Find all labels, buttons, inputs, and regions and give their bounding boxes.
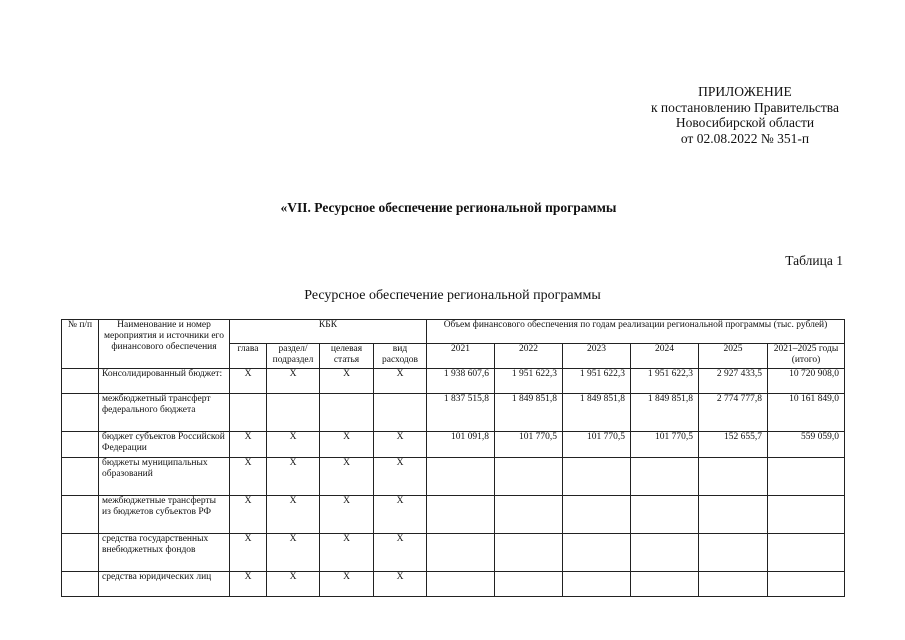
funding-value-cell: 1 951 622,3	[495, 369, 563, 394]
kbk-cell: X	[230, 432, 267, 458]
header-year-col: 2022	[495, 344, 563, 369]
funding-value-cell	[427, 458, 495, 496]
appendix-block	[651, 84, 839, 146]
appendix-title: ПРИЛОЖЕНИЕ	[698, 84, 792, 99]
funding-value-cell: 101 770,5	[631, 432, 699, 458]
kbk-cell: X	[267, 572, 320, 597]
kbk-cell: X	[230, 534, 267, 572]
funding-value-cell	[631, 496, 699, 534]
row-source-name: межбюджетные трансферты из бюджетов субъектов РФ	[99, 496, 230, 534]
funding-value-cell: 10 720 908,0	[768, 369, 845, 394]
funding-value-cell: 559 059,0	[768, 432, 845, 458]
table-row	[62, 572, 845, 597]
kbk-cell: X	[374, 572, 427, 597]
funding-value-cell	[631, 458, 699, 496]
funding-value-cell: 10 161 849,0	[768, 394, 845, 432]
header-year-col: 2021	[427, 344, 495, 369]
row-number-cell	[62, 394, 99, 432]
row-source-name: средства государственных внебюджетных фондов	[99, 534, 230, 572]
section-title-text: «VII. Ресурсное обеспечение региональной программы	[280, 200, 617, 215]
kbk-cell: X	[320, 572, 374, 597]
kbk-cell: X	[374, 534, 427, 572]
kbk-cell: X	[230, 496, 267, 534]
header-volume: Объем финансового обеспечения по годам реализации региональной программы (тыс. рублей)	[427, 320, 845, 344]
funding-value-cell	[699, 496, 768, 534]
appendix-region: Новосибирской области	[675, 115, 815, 130]
funding-value-cell	[495, 572, 563, 597]
row-number-cell	[62, 534, 99, 572]
table-row	[62, 432, 845, 458]
header-kbk-col: вид расходов	[374, 344, 427, 369]
row-source-name: Консолидированный бюджет:	[99, 369, 230, 394]
kbk-cell: X	[267, 432, 320, 458]
header-kbk-col: целевая статья	[320, 344, 374, 369]
funding-value-cell	[699, 572, 768, 597]
funding-value-cell: 1 951 622,3	[631, 369, 699, 394]
funding-value-cell	[495, 458, 563, 496]
funding-value-cell	[495, 534, 563, 572]
funding-value-cell	[631, 534, 699, 572]
table-number-label: Таблица 1	[785, 253, 843, 268]
funding-value-cell: 101 091,8	[427, 432, 495, 458]
funding-value-cell: 1 951 622,3	[563, 369, 631, 394]
header-number: № п/п	[62, 320, 99, 369]
kbk-cell: X	[320, 432, 374, 458]
funding-value-cell: 1 938 607,6	[427, 369, 495, 394]
funding-value-cell	[631, 572, 699, 597]
funding-value-cell: 101 770,5	[563, 432, 631, 458]
funding-value-cell: 152 655,7	[699, 432, 768, 458]
table-row	[62, 369, 845, 394]
kbk-cell: X	[230, 572, 267, 597]
appendix-resolution: к постановлению Правительства	[650, 99, 839, 115]
funding-value-cell	[699, 534, 768, 572]
header-kbk-col: глава	[230, 344, 267, 369]
row-number-cell	[62, 369, 99, 394]
funding-value-cell: 101 770,5	[495, 432, 563, 458]
kbk-cell: X	[320, 534, 374, 572]
header-kbk-col: раздел/ подраздел	[267, 344, 320, 369]
funding-value-cell	[563, 572, 631, 597]
kbk-cell: X	[267, 458, 320, 496]
kbk-cell: X	[374, 458, 427, 496]
table-row	[62, 496, 845, 534]
table-row	[62, 458, 845, 496]
funding-value-cell	[427, 572, 495, 597]
kbk-cell	[374, 394, 427, 432]
funding-value-cell	[768, 572, 845, 597]
kbk-cell: X	[374, 496, 427, 534]
funding-value-cell: 1 837 515,8	[427, 394, 495, 432]
kbk-cell: X	[374, 369, 427, 394]
kbk-cell	[320, 394, 374, 432]
row-number-cell	[62, 572, 99, 597]
kbk-cell: X	[267, 496, 320, 534]
funding-value-cell	[563, 458, 631, 496]
funding-value-cell	[427, 534, 495, 572]
section-heading	[0, 200, 905, 216]
header-year-col: 2023	[563, 344, 631, 369]
kbk-cell: X	[320, 496, 374, 534]
funding-value-cell	[699, 458, 768, 496]
funding-value-cell	[768, 496, 845, 534]
kbk-cell: X	[267, 534, 320, 572]
funding-value-cell	[768, 458, 845, 496]
funding-value-cell	[427, 496, 495, 534]
header-name: Наименование и номер мероприятия и источники его финансового обеспечения	[99, 320, 230, 369]
funding-value-cell	[768, 534, 845, 572]
row-source-name: межбюджетный трансферт федерального бюджета	[99, 394, 230, 432]
kbk-cell: X	[320, 458, 374, 496]
header-year-col: 2024	[631, 344, 699, 369]
row-number-cell	[62, 496, 99, 534]
row-source-name: бюджет субъектов Российской Федерации	[99, 432, 230, 458]
funding-value-cell	[563, 496, 631, 534]
kbk-cell: X	[230, 369, 267, 394]
funding-value-cell: 1 849 851,8	[563, 394, 631, 432]
kbk-cell: X	[230, 458, 267, 496]
row-number-cell	[62, 432, 99, 458]
kbk-cell	[267, 394, 320, 432]
header-kbk: КБК	[230, 320, 427, 344]
funding-value-cell: 2 774 777,8	[699, 394, 768, 432]
appendix-date-number: от 02.08.2022 № 351-п	[680, 130, 810, 146]
table-caption: Ресурсное обеспечение региональной программы	[304, 288, 601, 303]
table-body	[62, 369, 845, 597]
funding-value-cell: 2 927 433,5	[699, 369, 768, 394]
table-row	[62, 534, 845, 572]
funding-value-cell: 1 849 851,8	[631, 394, 699, 432]
kbk-cell: X	[267, 369, 320, 394]
funding-value-cell	[563, 534, 631, 572]
resource-table	[61, 319, 845, 597]
row-source-name: бюджеты муниципальных образований	[99, 458, 230, 496]
row-source-name: средства юридических лиц	[99, 572, 230, 597]
kbk-cell: X	[374, 432, 427, 458]
row-number-cell	[62, 458, 99, 496]
header-year-col: 2025	[699, 344, 768, 369]
header-year-col: 2021–2025 годы (итого)	[768, 344, 845, 369]
funding-value-cell	[495, 496, 563, 534]
table-row	[62, 394, 845, 432]
kbk-cell	[230, 394, 267, 432]
funding-value-cell: 1 849 851,8	[495, 394, 563, 432]
kbk-cell: X	[320, 369, 374, 394]
